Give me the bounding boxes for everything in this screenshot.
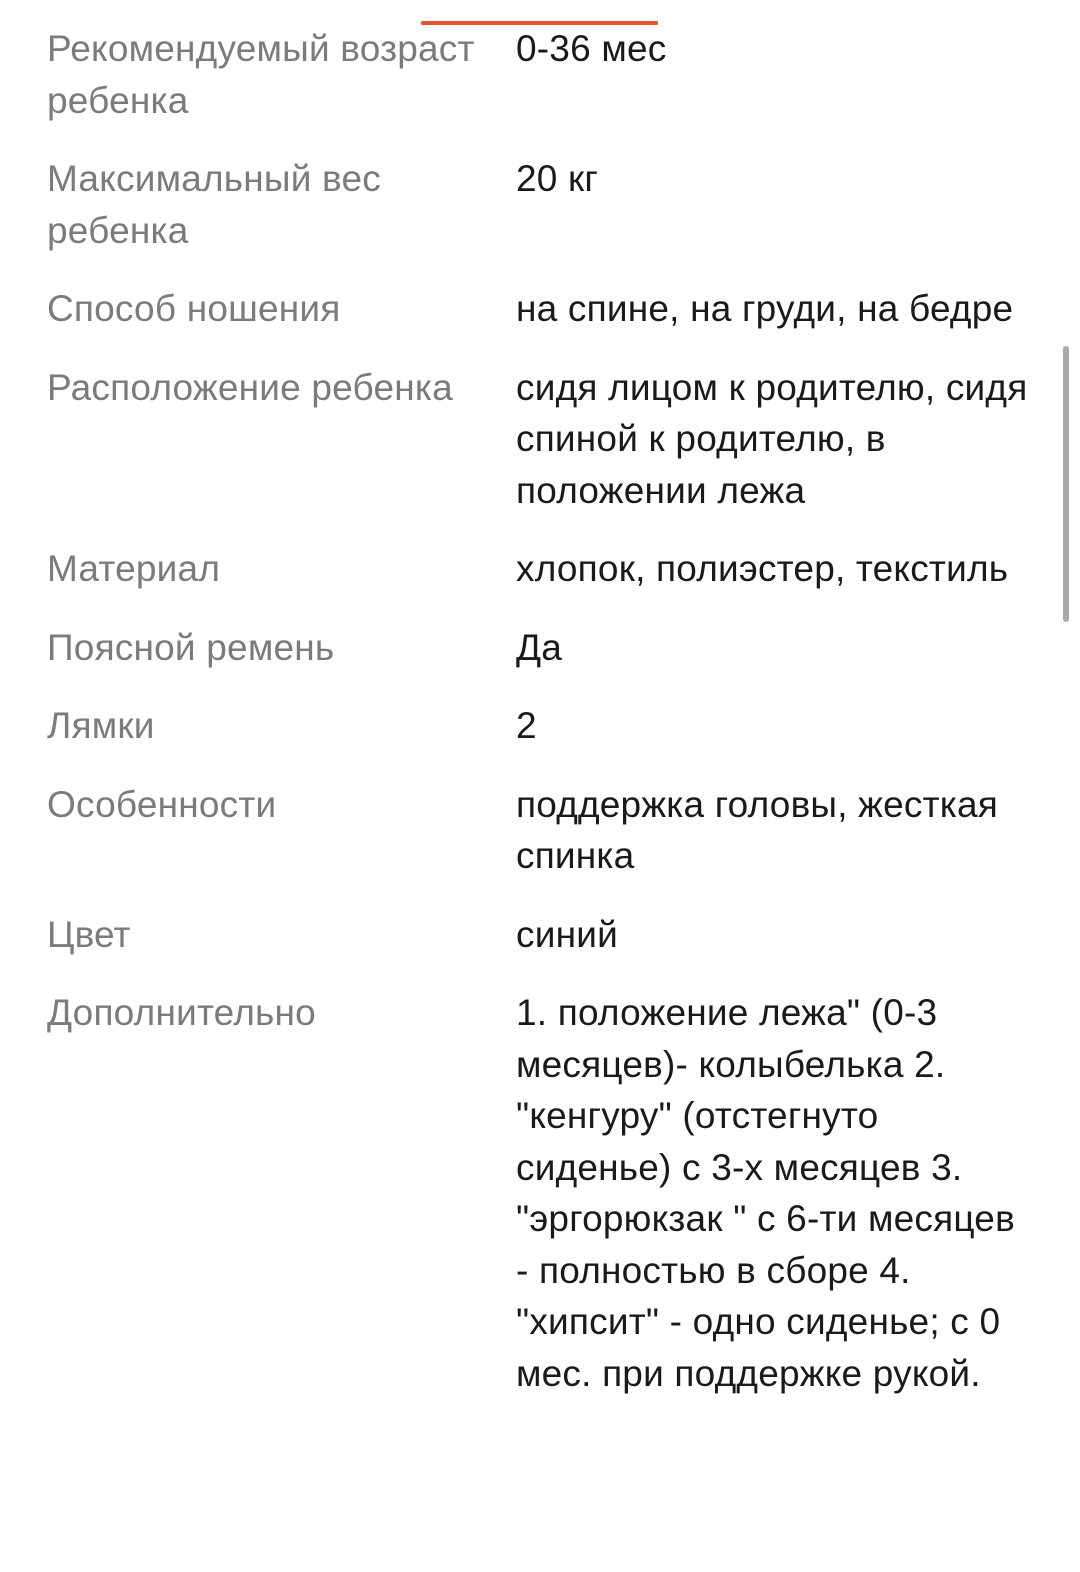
spec-value: 1. положение лежа" (0-3 месяцев)- колыбелька 2. "кенгуру" (отстегнуто сиденье) с 3-х месяцев 3. "эргорюкзак " с 6-ти месяцев - полностью в сборе 4. "хипсит" - одно сиденье; с 0 мес. при поддержке рукой. (516, 992, 1015, 1394)
spec-value: Да (516, 626, 563, 668)
spec-row-straps (0, 700, 1080, 779)
spec-label: Дополнительно (47, 992, 316, 1033)
spec-value: синий (516, 913, 618, 955)
spec-label: Особенности (47, 783, 277, 825)
spec-value: хлопок, полиэстер, текстиль (516, 548, 1009, 589)
spec-row-additional (0, 987, 1080, 1426)
spec-value: 2 (516, 705, 537, 746)
spec-label: Максимальный вес ребенка (47, 158, 381, 251)
spec-label: Рекомендуемый возраст ребенка (47, 28, 475, 121)
spec-value: сидя лицом к родителю, сидя спиной к родителю, в положении лежа (516, 366, 1028, 511)
spec-label: Цвет (47, 913, 131, 955)
spec-label: Материал (47, 548, 221, 589)
spec-row-material (0, 543, 1080, 622)
spec-value: на спине, на груди, на бедре (516, 288, 1014, 329)
spec-label: Поясной ремень (47, 626, 335, 668)
scrollbar-thumb[interactable] (1063, 346, 1069, 622)
spec-row-child-position (0, 362, 1080, 544)
spec-label: Расположение ребенка (47, 366, 453, 408)
spec-label: Лямки (47, 705, 155, 746)
spec-row-carry-method (0, 283, 1080, 362)
spec-row-age (0, 23, 1080, 153)
spec-value: 20 кг (516, 158, 599, 199)
spec-row-color (0, 909, 1080, 988)
specs-table (0, 23, 1080, 1426)
spec-row-waist-belt (0, 622, 1080, 701)
spec-value: 0-36 мес (516, 28, 667, 69)
spec-value: поддержка головы, жесткая спинка (516, 783, 998, 876)
spec-label: Способ ношения (47, 288, 341, 329)
spec-row-features (0, 779, 1080, 909)
spec-row-max-weight (0, 153, 1080, 283)
